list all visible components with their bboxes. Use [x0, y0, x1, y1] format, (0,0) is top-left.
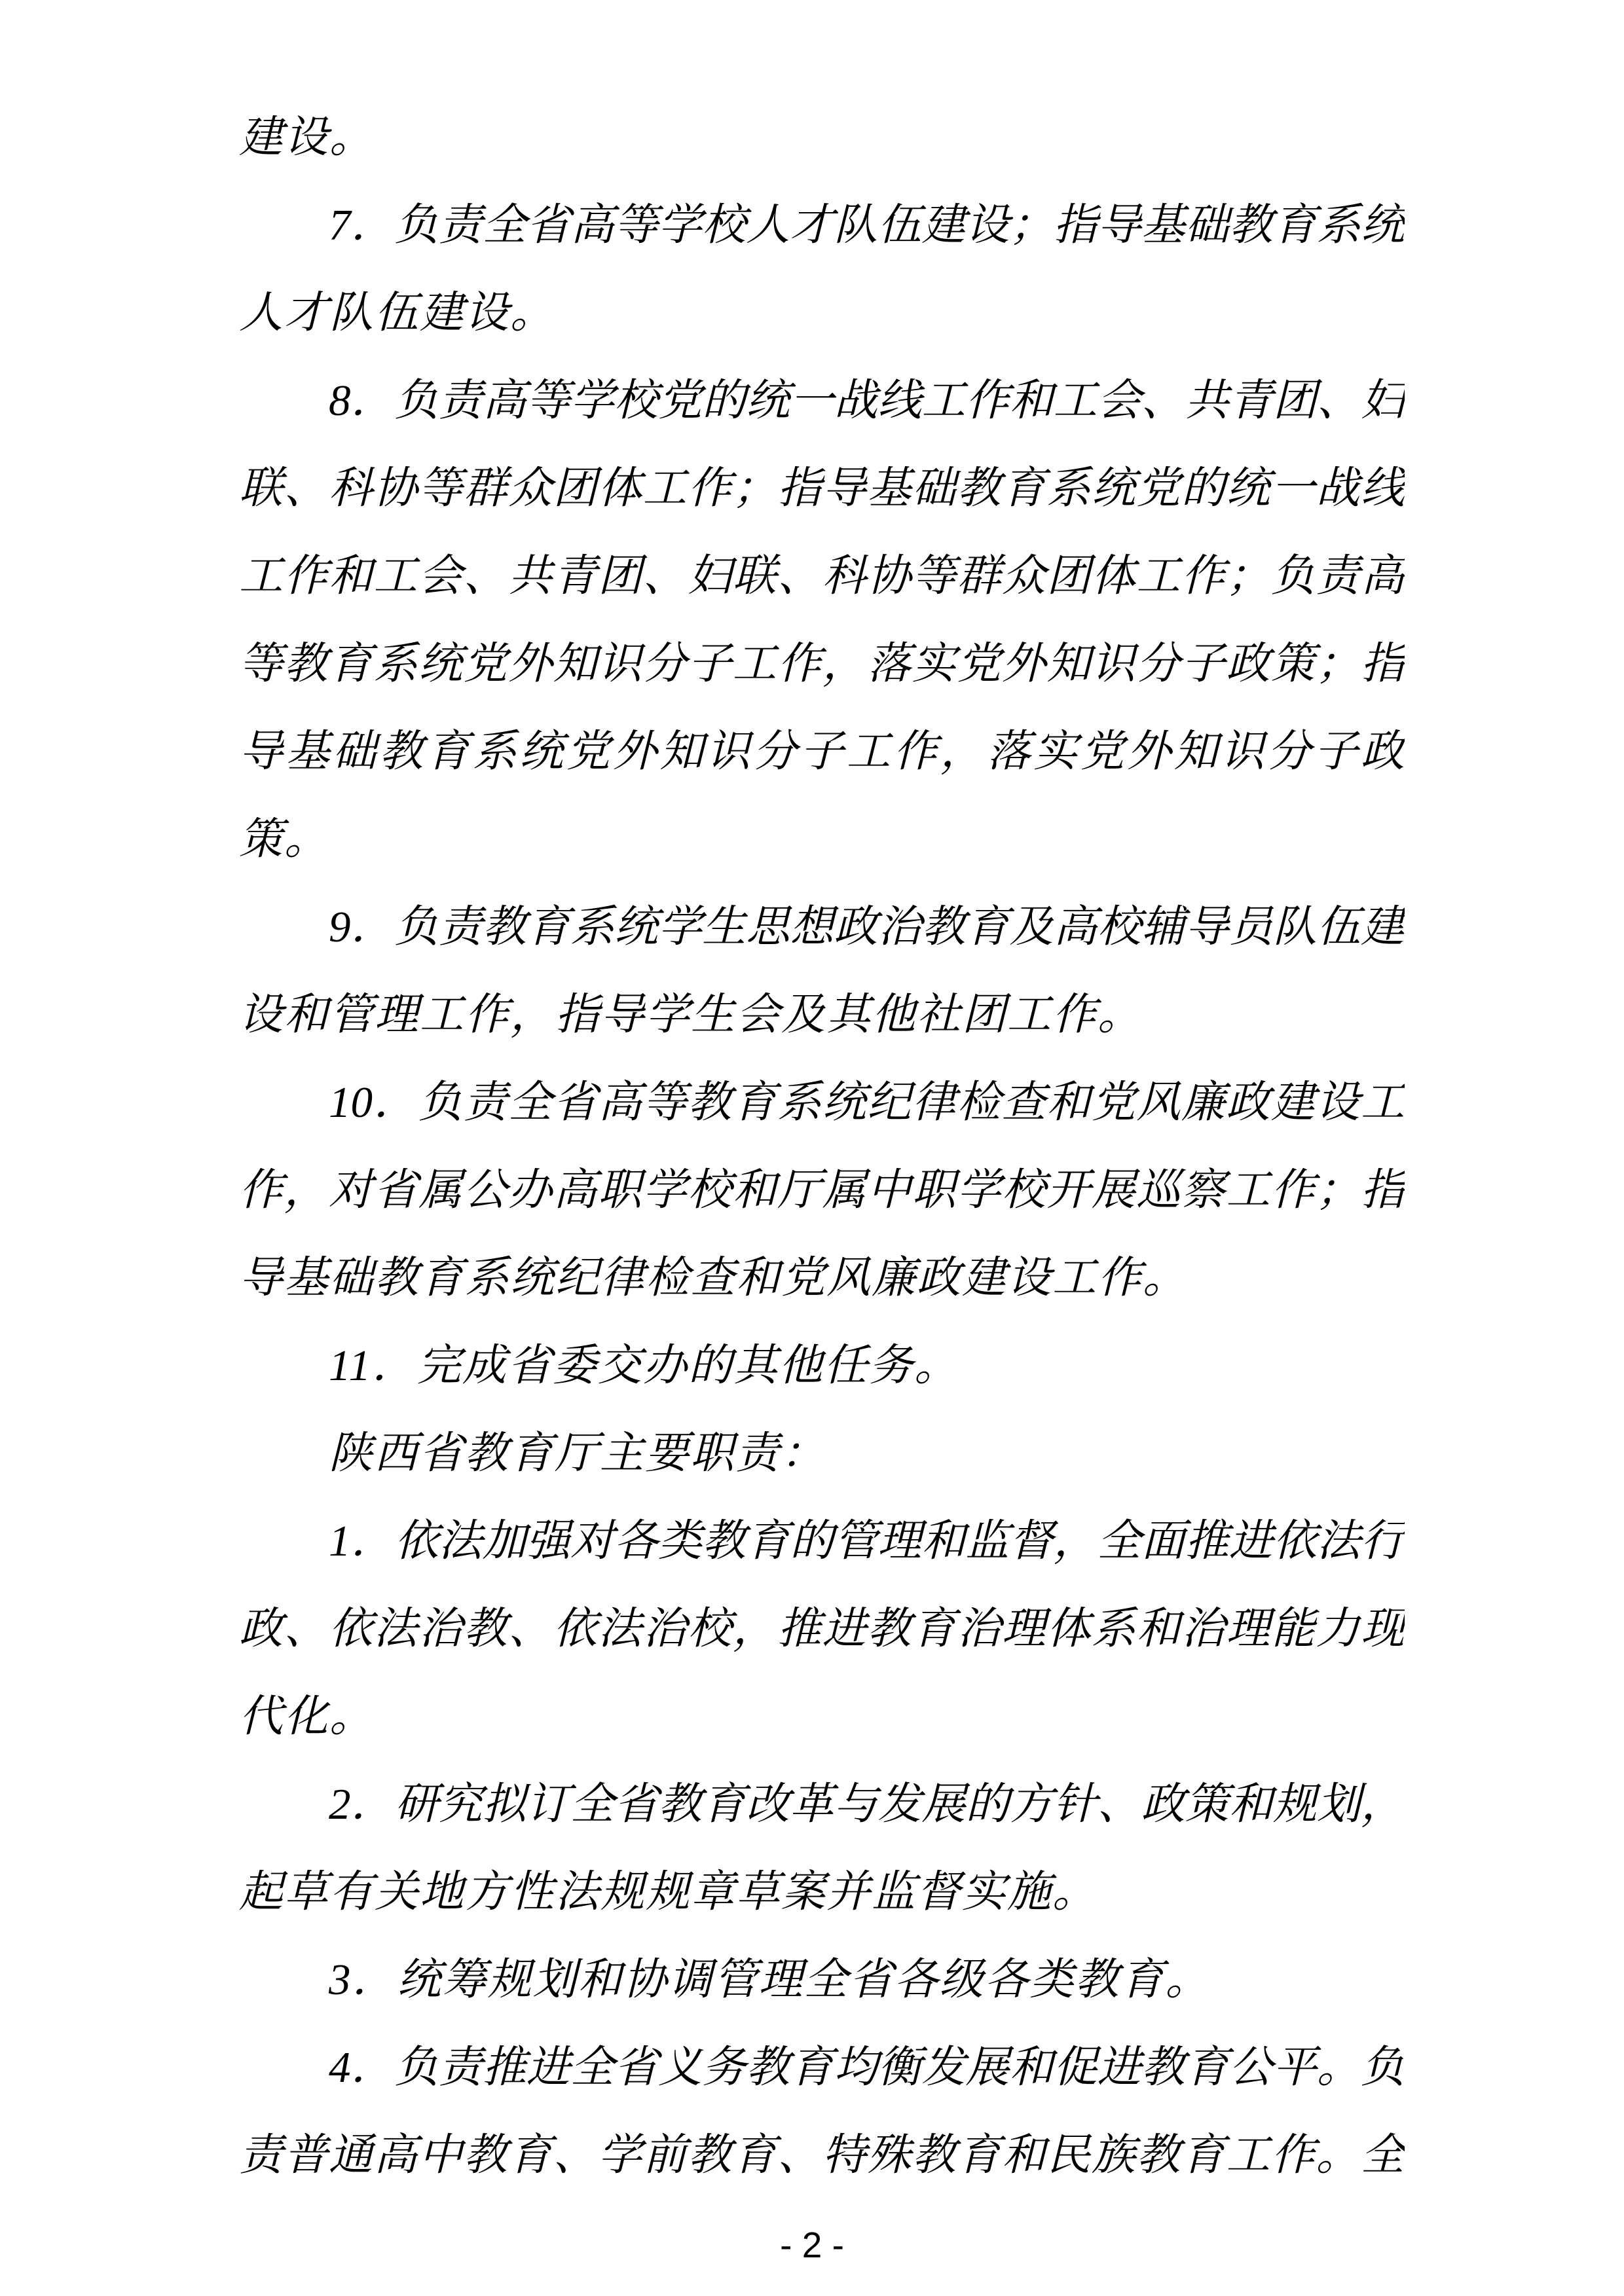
page-number: - 2 - [780, 2225, 844, 2265]
text-line: 导基础教育系统纪律检查和党风廉政建设工作。 [239, 1254, 1188, 1302]
text-line: 等教育系统党外知识分子工作，落实党外知识分子政策；指 [239, 640, 1405, 688]
text-line: 责普通高中教育、学前教育、特殊教育和民族教育工作。全 [239, 2131, 1405, 2179]
text-line: 9．负责教育系统学生思想政治教育及高校辅导员队伍建 [329, 903, 1405, 951]
text-line: 4．负责推进全省义务教育均衡发展和促进教育公平。负 [329, 2043, 1405, 2092]
text-line: 11．完成省委交办的其他任务。 [329, 1341, 960, 1390]
text-line: 作，对省属公办高职学校和厅属中职学校开展巡察工作；指 [239, 1166, 1405, 1214]
text-line: 设和管理工作，指导学生会及其他社团工作。 [239, 991, 1143, 1039]
text-line: 起草有关地方性法规规章草案并监督实施。 [239, 1868, 1098, 1916]
text-line: 3．统筹规划和协调管理全省各级各类教育。 [329, 1956, 1211, 2004]
text-line: 策。 [239, 815, 329, 864]
text-line: 建设。 [239, 113, 375, 162]
text-line: 陕西省教育厅主要职责： [329, 1429, 826, 1478]
text-line: 政、依法治教、依法治校，推进教育治理体系和治理能力现 [239, 1605, 1405, 1653]
text-line: 10．负责全省高等教育系统纪律检查和党风廉政建设工 [329, 1078, 1405, 1127]
text-line: 导基础教育系统党外知识分子工作，落实党外知识分子政 [239, 727, 1405, 776]
text-line: 联、科协等群众团体工作；指导基础教育系统党的统一战线 [239, 464, 1405, 513]
text-line: 人才队伍建设。 [239, 289, 555, 337]
text-line: 8．负责高等学校党的统一战线工作和工会、共青团、妇 [329, 376, 1405, 425]
text-line: 7．负责全省高等学校人才队伍建设；指导基础教育系统 [329, 201, 1405, 249]
text-line: 1．依法加强对各类教育的管理和监督，全面推进依法行 [329, 1517, 1405, 1565]
text-line: 代化。 [239, 1692, 375, 1741]
text-line: 工作和工会、共青团、妇联、科协等群众团体工作；负责高 [239, 552, 1405, 600]
document-body [239, 94, 1405, 2199]
text-line: 2．研究拟订全省教育改革与发展的方针、政策和规划， [329, 1780, 1405, 1829]
